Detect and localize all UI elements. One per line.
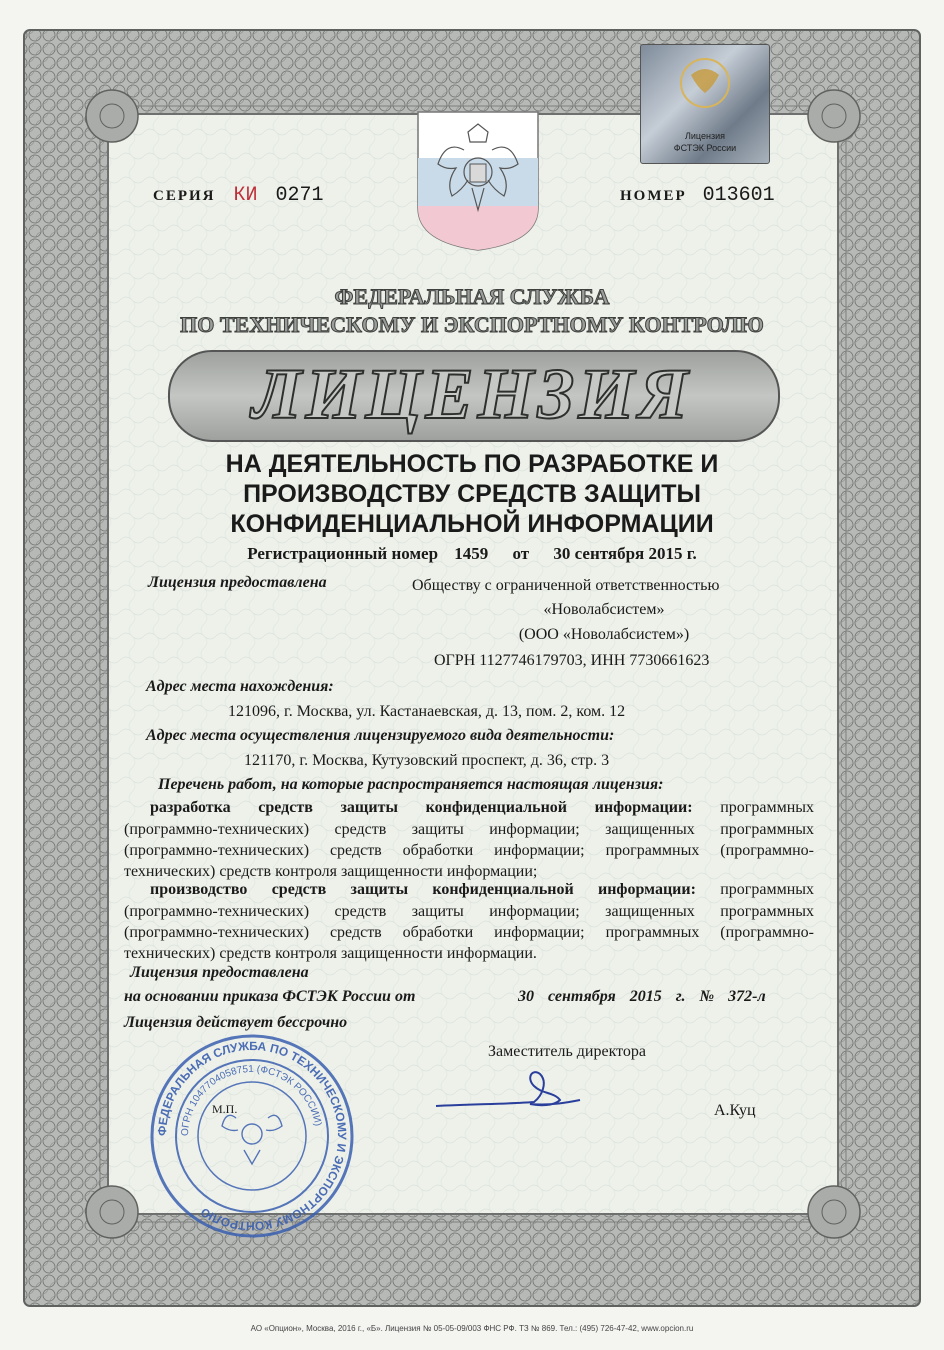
works-dev-line2: (программно-технических) средств защиты информации; защищенных программных bbox=[124, 821, 814, 838]
subtitle-line3: КОНФИДЕНЦИАЛЬНОЙ ИНФОРМАЦИИ bbox=[230, 510, 714, 538]
subtitle-line2: ПРОИЗВОДСТВУ СРЕДСТВ ЗАЩИТЫ bbox=[243, 480, 701, 508]
signer-name: А.Куц bbox=[714, 1102, 756, 1119]
number-value: 013601 bbox=[702, 184, 775, 207]
works-prod-line1 bbox=[150, 881, 814, 899]
hologram-eagle-icon bbox=[675, 53, 735, 113]
hologram-sticker bbox=[640, 44, 770, 164]
licensee-label: Лицензия предоставлена bbox=[148, 574, 327, 591]
licensee-line2: «Новолабсистем» bbox=[543, 601, 665, 618]
registration-date: 30 сентября 2015 г. bbox=[553, 544, 697, 563]
works-dev-lead: разработка средств защиты конфиденциальной информации: bbox=[150, 799, 693, 816]
address-value: 121096, г. Москва, ул. Кастанаевская, д. 13, пом. 2, ком. 12 bbox=[228, 703, 626, 720]
official-stamp bbox=[146, 1030, 358, 1242]
agency-line2: ПО ТЕХНИЧЕСКОМУ И ЭКСПОРТНОМУ КОНТРОЛЮ bbox=[180, 312, 764, 337]
works-prod-tail: программных bbox=[720, 881, 815, 898]
series-code: КИ bbox=[233, 184, 258, 207]
licensee-line4: ОГРН 1127746179703, ИНН 7730661623 bbox=[434, 652, 710, 669]
works-prod-line3: (программно-технических) средств обработки информации; программных (программно- bbox=[124, 924, 814, 941]
activity-address-label: Адрес места осуществления лицензируемого вида деятельности: bbox=[146, 727, 615, 744]
series-label: СЕРИЯ bbox=[153, 188, 216, 204]
works-prod-line2: (программно-технических) средств защиты информации; защищенных программных bbox=[124, 903, 814, 920]
works-dev-tail: программных bbox=[720, 799, 815, 816]
registration-label: Регистрационный номер bbox=[247, 544, 439, 563]
handwritten-signature bbox=[430, 1062, 590, 1118]
printer-footer: АО «Опцион», Москва, 2016 г., «Б». Лицензия № 05-05-09/003 ФНС РФ. ТЗ № 869. Тел.: (495) 726-47-42, www.opcion.ru bbox=[250, 1324, 694, 1333]
address-label: Адрес места нахождения: bbox=[146, 678, 334, 695]
works-dev-line4: технических) средств контроля защищенности информации; bbox=[124, 863, 538, 880]
agency-line1: ФЕДЕРАЛЬНАЯ СЛУЖБА bbox=[334, 284, 610, 309]
number-row bbox=[620, 184, 775, 207]
works-dev-line1 bbox=[150, 799, 814, 817]
hologram-line1: Лицензия bbox=[685, 131, 725, 141]
coat-of-arms-icon bbox=[416, 110, 540, 252]
works-dev-line3: (программно-технических) средств обработки информации; программных (программно- bbox=[124, 842, 814, 859]
basis-order-date: 30 сентября 2015 г. № 372-л bbox=[518, 988, 766, 1005]
stamp-mp-label: М.П. bbox=[212, 1102, 238, 1116]
series-row bbox=[153, 184, 324, 207]
registration-from: от bbox=[512, 544, 530, 563]
series-number: 0271 bbox=[275, 184, 324, 207]
works-label: Перечень работ, на которые распространяется настоящая лицензия: bbox=[158, 776, 664, 793]
licensee-line3: (ООО «Новолабсистем») bbox=[518, 626, 690, 643]
hologram-line2: ФСТЭК России bbox=[673, 143, 737, 153]
svg-text:ОГРН 1047704058751 (ФСТЭК РОСС bbox=[180, 1064, 323, 1136]
document-title: ЛИЦЕНЗИЯ bbox=[252, 354, 692, 434]
registration-row bbox=[0, 544, 944, 564]
works-prod-line4: технических) средств контроля защищенности информации. bbox=[124, 945, 537, 962]
stamp-ring-text: ФЕДЕРАЛЬНАЯ СЛУЖБА ПО ТЕХНИЧЕСКОМУ И ЭКСПОРТНОМУ КОНТРОЛЮ bbox=[154, 1038, 350, 1234]
signer-position: Заместитель директора bbox=[488, 1043, 647, 1060]
works-prod-lead: производство средств защиты конфиденциальной информации: bbox=[150, 881, 696, 898]
activity-address-value: 121170, г. Москва, Кутузовский проспект, д. 36, стр. 3 bbox=[244, 752, 610, 769]
licensee-line1: Обществу с ограниченной ответственностью bbox=[412, 577, 720, 594]
subtitle-line1: НА ДЕЯТЕЛЬНОСТЬ ПО РАЗРАБОТКЕ И bbox=[225, 450, 719, 478]
number-label: НОМЕР bbox=[620, 188, 687, 204]
registration-number: 1459 bbox=[454, 544, 489, 563]
stamp-inner-text: ОГРН 1047704058751 (ФСТЭК РОССИИ) bbox=[179, 1063, 324, 1137]
basis-line2: на основании приказа ФСТЭК России от bbox=[124, 988, 416, 1005]
validity-text: Лицензия действует бессрочно bbox=[124, 1014, 348, 1031]
basis-line1: Лицензия предоставлена bbox=[130, 964, 309, 981]
